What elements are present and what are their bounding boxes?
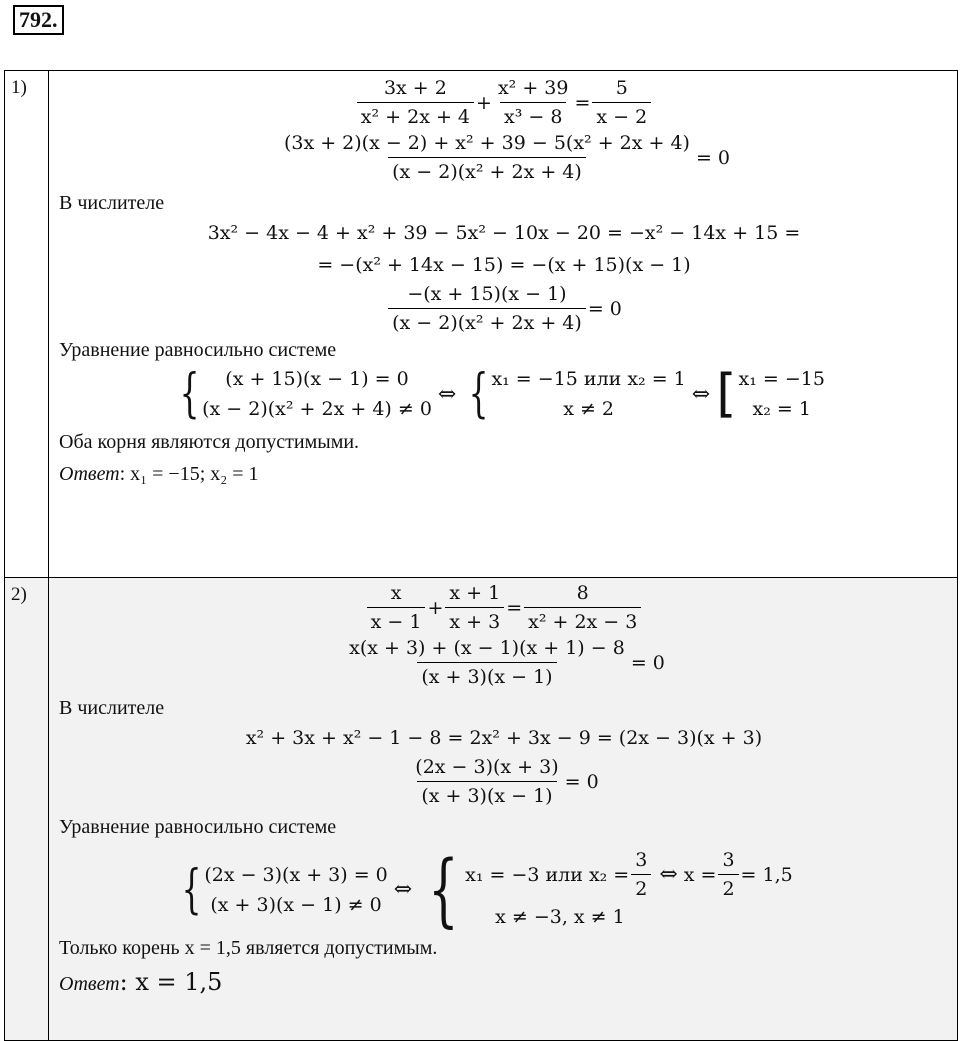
equals-zero: = 0 [587,297,622,320]
equation-1 [59,75,949,130]
equals-sign: = [574,91,591,114]
numerator-line-2: = −(x² + 14x − 15) = −(x + 15)(x − 1) [317,254,691,276]
fraction-numerator: 3 [635,849,648,871]
fraction-denominator: (x + 3)(x − 1) [417,662,556,690]
brace-icon: { [179,364,200,424]
result-lhs: x = [683,863,717,886]
roots-note: Только корень x = 1,5 является допустимым. [59,937,438,959]
part-1-label: 1) [5,71,49,578]
answer-label: Ответ [59,973,120,995]
equals-sign: = [506,596,523,619]
numerator-line-1: 3x² − 4x − 4 + x² + 39 − 5x² − 10x − 20 = −x² − 14x + 15 = [207,222,801,244]
answer-line [59,460,949,488]
brace-icon: { [181,859,202,920]
equation-1 [59,580,949,635]
fraction-denominator: 2 [631,874,651,902]
roots-note: Оба корня являются допустимыми. [59,431,360,453]
equivalence-sign: ⇔ [393,877,413,902]
result-expression [684,847,793,902]
fraction-numerator: 3 [722,849,735,871]
system-1 [173,364,432,424]
fraction-numerator: 8 [576,582,589,604]
fraction-denominator: x³ − 8 [500,102,566,130]
problem-number: 792. [13,5,64,35]
fraction-denominator: (x − 2)(x² + 2x + 4) [388,157,586,185]
fraction-denominator: (x − 2)(x² + 2x + 4) [388,308,586,336]
system-3 [716,364,825,424]
system-row: x₁ = −15 или x₂ = 1 [491,368,686,390]
system-row-text: x₁ = −3 или x₂ = [465,863,630,886]
part-1-body [49,71,958,578]
fraction-numerator: (2x − 3)(x + 3) [415,756,559,778]
fraction-numerator: x [390,582,402,604]
fraction-numerator: x² + 39 [497,77,569,99]
fraction-numerator: −(x + 15)(x − 1) [407,283,567,305]
system-1 [175,860,388,920]
system-chain [19,842,949,936]
system-chain [49,364,949,424]
equals-zero: = 0 [695,146,731,169]
equivalence-sign: ⇔ [691,381,711,407]
fraction-denominator: (x + 3)(x − 1) [417,781,556,809]
system-heading: Уравнение равносильно системе [59,339,337,361]
bracket-icon: [ [716,364,737,424]
answer-value: : x₁ = −15; x₂ = 1 [119,463,259,485]
equivalence-sign: ⇔ [437,381,457,407]
fraction-numerator: 5 [615,77,628,99]
brace-icon: { [468,364,489,424]
system-row [465,847,653,902]
part-2-body [49,578,958,1041]
equivalence-sign: ⇔ [659,862,678,887]
part-2-row [5,578,958,1041]
system-row: x₁ = −15 [738,368,825,390]
answer-label: Ответ [59,463,120,485]
equation-3 [59,754,949,809]
system-heading: Уравнение равносильно системе [59,816,337,838]
system-row: (x − 2)(x² + 2x + 4) ≠ 0 [202,398,432,420]
system-row: x ≠ −3, x ≠ 1 [495,906,625,928]
fraction-numerator: x(x + 3) + (x − 1)(x + 1) − 8 [349,637,625,659]
system-2 [418,842,653,936]
answer-value: : x = 1,5 [119,968,223,996]
plus-sign: + [427,596,444,619]
solution-table [4,70,958,1041]
part-2-label: 2) [5,578,49,1041]
equation-3 [59,281,949,336]
result-rhs: = 1,5 [740,863,793,886]
system-row: (x + 15)(x − 1) = 0 [225,368,409,390]
part-1-row [5,71,958,578]
fraction-denominator: 2 [718,874,738,902]
equation-2 [59,635,949,690]
system-row: (x + 3)(x − 1) ≠ 0 [210,893,382,916]
fraction-denominator: x + 3 [445,607,504,635]
numerator-line-1: x² + 3x + x² − 1 − 8 = 2x² + 3x − 9 = (2x − 3)(x + 3) [245,727,763,749]
equals-zero: = 0 [564,770,599,793]
fraction-denominator: x² + 2x + 4 [357,102,474,130]
brace-icon: { [428,842,459,936]
equals-zero: = 0 [630,651,665,674]
answer-line [59,968,949,998]
fraction-denominator: x − 2 [592,102,651,130]
fraction-numerator: (3x + 2)(x − 2) + x² + 39 − 5(x² + 2x + 4) [283,132,690,154]
system-row: (2x − 3)(x + 3) = 0 [204,863,388,886]
numerator-heading: В числителе [59,192,165,214]
fraction-numerator: x + 1 [449,582,501,604]
fraction-denominator: x² + 2x − 3 [524,607,641,635]
system-row: x₂ = 1 [752,398,811,420]
plus-sign: + [476,91,492,114]
fraction-numerator: 3x + 2 [383,77,447,99]
fraction-denominator: x − 1 [367,607,426,635]
system-2 [462,364,685,424]
equation-2 [59,130,949,185]
system-row: x ≠ 2 [563,398,614,420]
numerator-heading: В числителе [59,697,165,719]
